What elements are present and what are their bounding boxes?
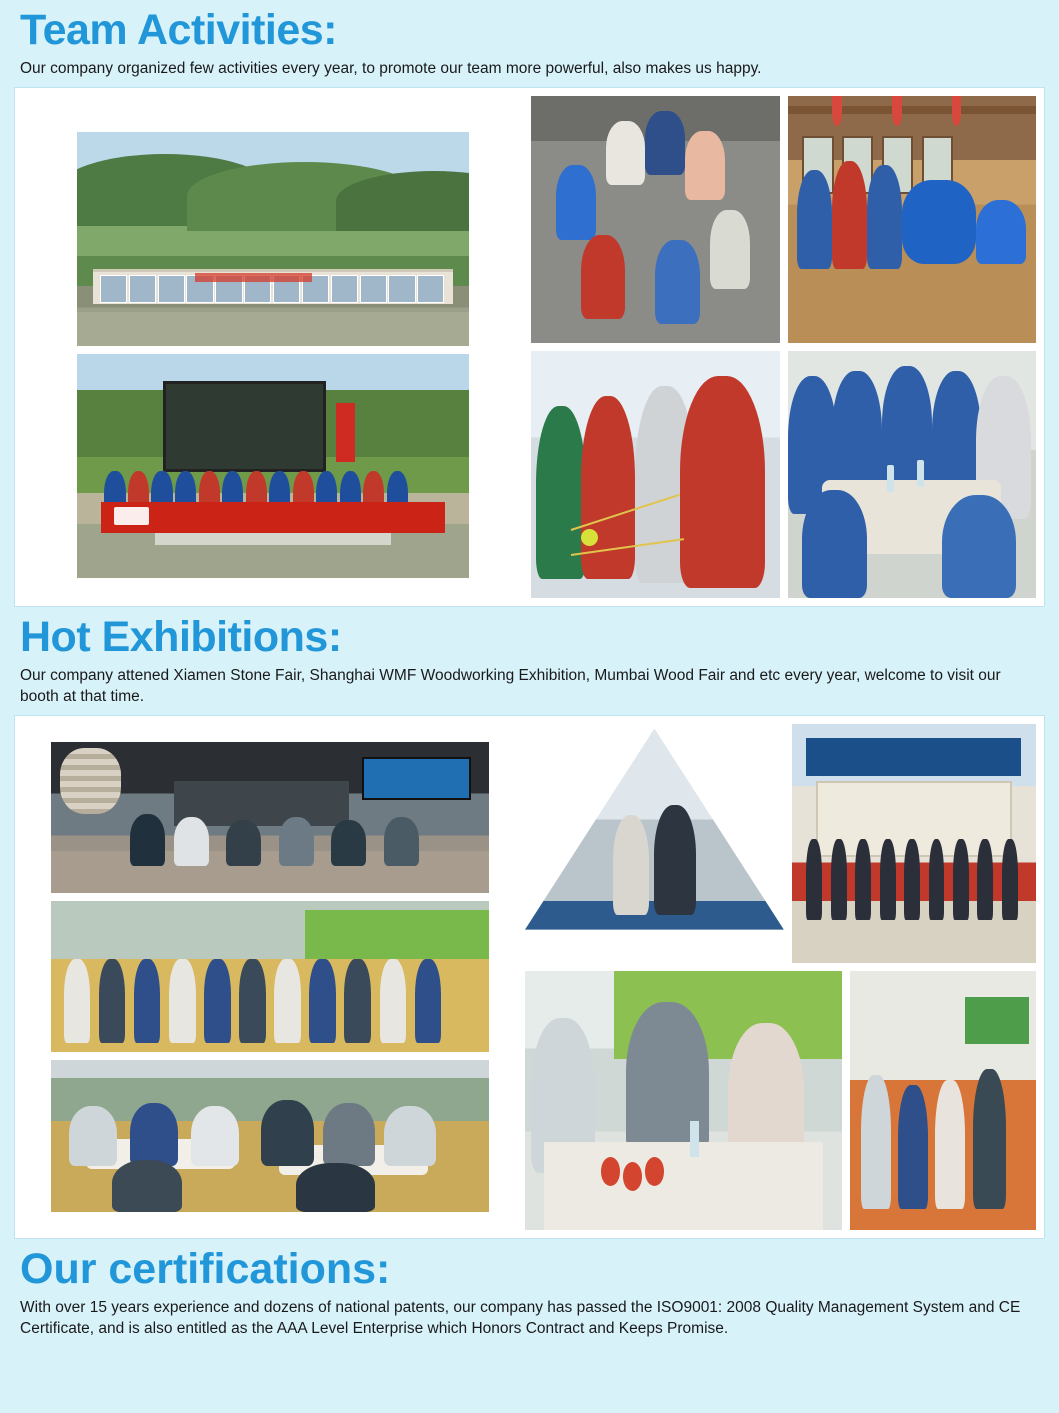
red-vest-ball-photo — [531, 351, 780, 598]
hot-exhibitions-subtext: Our company attened Xiamen Stone Fair, Shanghai WMF Woodworking Exhibition, Mumbai Wood Fair and etc every year, welcome to visit our booth at that time. — [20, 667, 1001, 705]
hot-exhibitions-photo-panel — [14, 715, 1045, 1239]
hot-exhibitions-section — [0, 607, 1059, 1238]
booth-machine-photo — [51, 742, 489, 893]
team-activities-subtext: Our company organized few activities every year, to promote our team more powerful, also makes us happy. — [20, 60, 762, 78]
team-row-top — [531, 96, 1036, 343]
certifications-section — [0, 1239, 1059, 1346]
exhibitions-right-column — [525, 724, 1036, 1230]
wall-climb-photo — [531, 96, 780, 343]
gym-tug-photo — [788, 96, 1037, 343]
exhibitions-row-bottom — [525, 971, 1036, 1230]
certifications-heading: Our certifications: — [20, 1244, 391, 1293]
orange-floor-booth-photo — [850, 971, 1036, 1230]
hot-exhibitions-heading: Hot Exhibitions: — [20, 613, 342, 662]
team-activities-heading: Team Activities: — [20, 6, 337, 54]
fruit-meeting-photo — [525, 971, 842, 1230]
team-left-column — [23, 96, 523, 598]
triangle-booth-photo — [525, 724, 784, 963]
team-row-bottom — [531, 351, 1036, 598]
stone-fair-photo — [792, 724, 1036, 963]
table-discussion-photo — [788, 351, 1037, 598]
group-banner-photo — [77, 354, 469, 578]
exhibitions-row-top — [525, 724, 1036, 963]
expo-team-photo — [51, 901, 489, 1052]
team-activities-section — [0, 0, 1059, 607]
exhibitions-left-column — [23, 724, 517, 1230]
expo-meeting-photo — [51, 1060, 489, 1211]
certifications-subtext: With over 15 years experience and dozens of national patents, our company has passed the ISO9001: 2008 Quality Management System and CE Certificate, and is also entitled as the AAA Level Enterprise which Honors Contract and Keeps Promise. — [20, 1298, 1021, 1337]
mountain-billboard-photo — [77, 132, 469, 346]
team-activities-photo-panel — [14, 87, 1045, 607]
team-right-grid — [531, 96, 1036, 598]
